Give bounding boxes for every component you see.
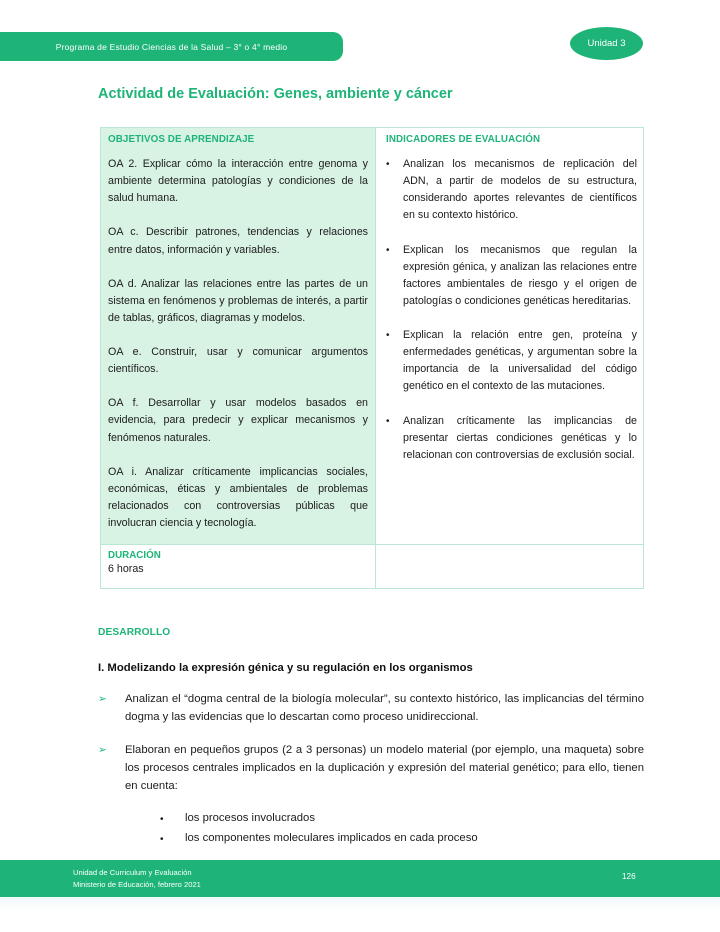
section-title: I. Modelizando la expresión génica y su regulación en los organismos (98, 662, 473, 674)
indicadores-cell (375, 128, 643, 544)
sub-bullet-item (160, 809, 644, 829)
sub-bullet-text: los componentes moleculares implicados en cada proceso (185, 832, 478, 845)
oa-paragraph: OA f. Desarrollar y usar modelos basados en evidencia, para predecir y explicar mecanismos y fenómenos naturales. (108, 397, 368, 444)
desarrollo-heading: DESARROLLO (98, 627, 171, 638)
footer-page-number: 126 (622, 872, 636, 881)
bullet-icon: • (160, 834, 164, 846)
program-header-bar (0, 32, 343, 61)
bullet-icon: • (160, 814, 164, 826)
duracion-value: 6 horas (108, 563, 144, 575)
duracion-cell (101, 545, 375, 588)
footer-org-line2: Ministerio de Educación, febrero 2021 (73, 879, 201, 889)
objetivos-header: OBJETIVOS DE APRENDIZAJE (108, 134, 255, 145)
program-header-label: Programa de Estudio Ciencias de la Salud – 3° o 4° medio (55, 41, 288, 52)
objectives-indicators-row (101, 128, 643, 544)
indicador-item (386, 242, 637, 311)
oa-paragraph: OA i. Analizar críticamente implicancias sociales, económicas, éticas y ambientales de problemas relacionados con controversias públicas que involucran ciencia y tecnología. (108, 465, 368, 529)
indicador-text: Analizan los mecanismos de replicación del ADN, a partir de modelos de su estructura, considerando aportes relevantes de científicos en su contexto histórico. (403, 158, 637, 222)
indicadores-header: INDICADORES DE EVALUACIÓN (386, 134, 541, 145)
arrow-bullet-icon: ➢ (98, 693, 107, 705)
objetivos-cell (101, 128, 375, 544)
oa-paragraph: OA d. Analizar las relaciones entre las partes de un sistema en fenómenos y problemas de interés, a partir de tablas, gráficos, diagramas y modelos. (108, 277, 368, 324)
arrow-bullet-icon: ➢ (98, 743, 107, 756)
page-title: Actividad de Evaluación: Genes, ambiente y cáncer (98, 86, 453, 102)
activity-bullet (98, 690, 644, 727)
footer-org-line1: Unidad de Curriculum y Evaluación (73, 867, 192, 877)
indicador-text: Explican los mecanismos que regulan la expresión génica, y analizan las relaciones entre factores ambientales de riesgo y el origen de patologías o condiciones genéticas hereditarias. (403, 243, 637, 307)
footer-org-block (73, 867, 201, 891)
duracion-spacer-cell (375, 545, 643, 588)
oa-paragraph: OA 2. Explicar cómo la interacción entre genoma y ambiente determina patologías y condiciones de la salud humana. (108, 158, 368, 205)
bullet-icon: • (386, 330, 390, 341)
unit-badge-label: Unidad 3 (587, 38, 626, 49)
evaluation-table (100, 127, 644, 589)
sub-bullet-item (160, 829, 644, 849)
sub-bullet-text: los procesos involucrados (185, 812, 315, 825)
activity-bullet (98, 741, 644, 796)
indicador-item (386, 413, 637, 464)
bullet-icon: • (386, 244, 390, 256)
bullet-icon: • (386, 415, 390, 427)
bullet-icon: • (386, 159, 390, 170)
page-bottom-edge (0, 897, 720, 911)
oa-paragraph: OA c. Describir patrones, tendencias y relaciones entre datos, información y variables. (108, 226, 368, 256)
activity-text: Analizan el “dogma central de la biología molecular”, su contexto histórico, las implicancias del término dogma y las evidencias que lo descartan como proceso unidireccional. (125, 693, 644, 724)
indicador-item (386, 327, 637, 396)
footer-bar (0, 860, 720, 897)
sub-bullet-list (160, 809, 644, 849)
duracion-header: DURACIÓN (108, 550, 161, 561)
unit-badge (570, 27, 643, 60)
duracion-row (101, 544, 643, 588)
oa-paragraph: OA e. Construir, usar y comunicar argumentos científicos. (108, 346, 368, 376)
indicador-text: Analizan críticamente las implicancias de presentar ciertas condiciones genéticas y lo relacionan con controversias de exclusión social. (403, 414, 637, 461)
indicador-text: Explican la relación entre gen, proteína y enfermedades genéticas, y argumentan sobre la importancia de la universalidad del código genético en el contexto de las mutaciones. (403, 329, 637, 393)
indicador-item (386, 156, 637, 225)
desarrollo-section (98, 627, 644, 849)
activity-text: Elaboran en pequeños grupos (2 a 3 personas) un modelo material (por ejemplo, una maqueta) sobre los procesos centrales implicados en la duplicación y expresión del material genético; para ello, tienen en cuenta: (125, 743, 644, 793)
